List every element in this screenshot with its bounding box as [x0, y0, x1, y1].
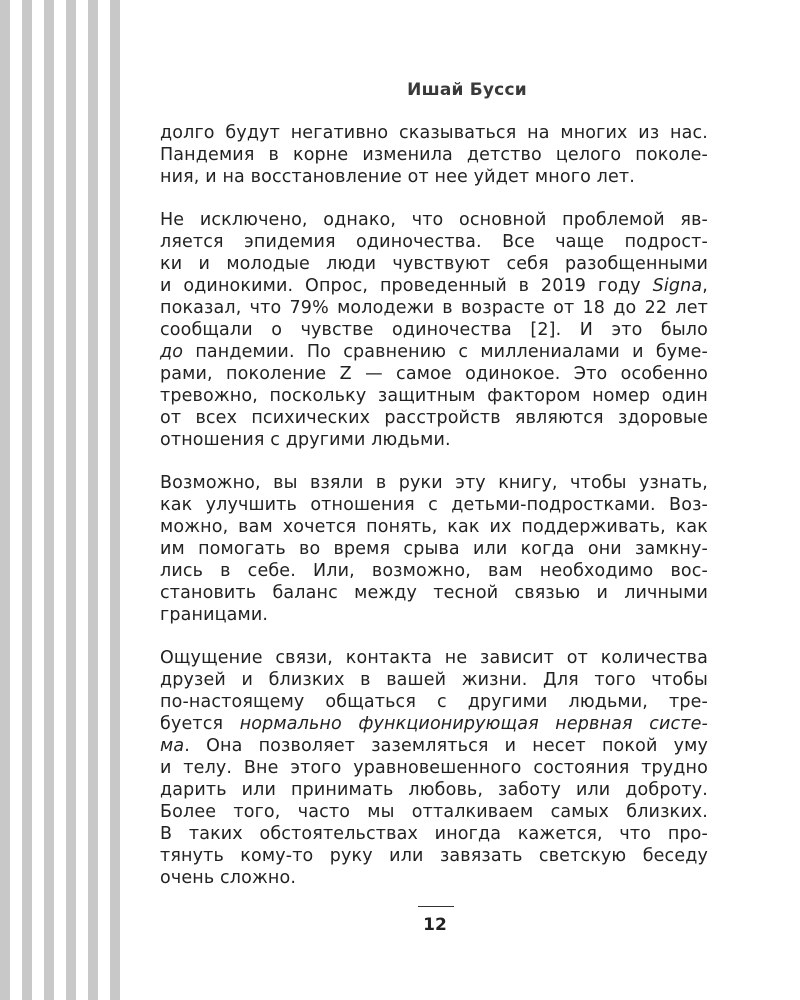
text-line: тянуть кому-то руку или завязать светскую беседу	[160, 846, 708, 866]
text-line: ма. Она позволяет заземляться и несет покой уму	[160, 736, 708, 756]
text-line: можно, вам хочется понять, как их поддерживать, как	[160, 517, 708, 537]
page-number: 12	[423, 915, 447, 935]
text-line: В таких обстоятельствах иногда кажется, что про-	[160, 824, 708, 844]
text-line: Не исключено, однако, что основной проблемой яв-	[160, 210, 708, 230]
running-header-author: Ишай Бусси	[407, 80, 527, 100]
text-line: Возможно, вы взяли в руки эту книгу, чтобы узнать,	[160, 473, 708, 493]
text-line: и одинокими. Опрос, проведенный в 2019 году Signa,	[160, 276, 708, 296]
text-line: сообщали о чувстве одиночества [2]. И это было	[160, 320, 708, 340]
paragraph	[160, 122, 708, 188]
paragraph	[160, 647, 708, 889]
paragraph	[160, 472, 708, 626]
text-line: ки и молодые люди чувствуют себя разобщенными	[160, 254, 708, 274]
text-line: Пандемия в корне изменила детство целого поколе-	[160, 145, 708, 165]
decorative-stripes	[0, 0, 132, 1000]
paragraph	[160, 209, 708, 451]
text-line: показал, что 79% молодежи в возрасте от 18 до 22 лет	[160, 298, 708, 318]
text-line: друзей и близких в вашей жизни. Для того чтобы	[160, 670, 708, 690]
text-line: отношения с другими людьми.	[160, 430, 451, 450]
text-line: до пандемии. По сравнению с миллениалами и буме-	[160, 342, 708, 362]
text-line: от всех психических расстройств являются здоровые	[160, 408, 708, 428]
body-text	[160, 122, 708, 910]
text-line: очень сложно.	[160, 868, 297, 888]
text-line: границами.	[160, 605, 269, 625]
text-line: ляется эпидемия одиночества. Все чаще подрост-	[160, 232, 708, 252]
text-line: им помогать во время срыва или когда они замкну-	[160, 539, 708, 559]
page-number-rule	[418, 906, 454, 907]
text-line: как улучшить отношения с детьми-подростками. Воз-	[160, 495, 708, 515]
text-line: становить баланс между тесной связью и личными	[160, 583, 708, 603]
text-line: буется нормально функционирующая нервная систе-	[160, 714, 708, 734]
text-line: рами, поколение Z — самое одинокое. Это особенно	[160, 364, 708, 384]
text-line: Более того, часто мы отталкиваем самых близких.	[160, 802, 708, 822]
text-line: тревожно, поскольку защитным фактором номер один	[160, 386, 708, 406]
text-line: и телу. Вне этого уравновешенного состояния трудно	[160, 758, 708, 778]
text-line: дарить или принимать любовь, заботу или доброту.	[160, 780, 708, 800]
text-line: лись в себе. Или, возможно, вам необходимо вос-	[160, 561, 708, 581]
text-line: долго будут негативно сказываться на многих из нас.	[160, 123, 708, 143]
text-line: ния, и на восстановление от нее уйдет много лет.	[160, 167, 635, 187]
text-line: по-настоящему общаться с другими людьми, тре-	[160, 692, 708, 712]
text-line: Ощущение связи, контакта не зависит от количества	[160, 648, 708, 668]
